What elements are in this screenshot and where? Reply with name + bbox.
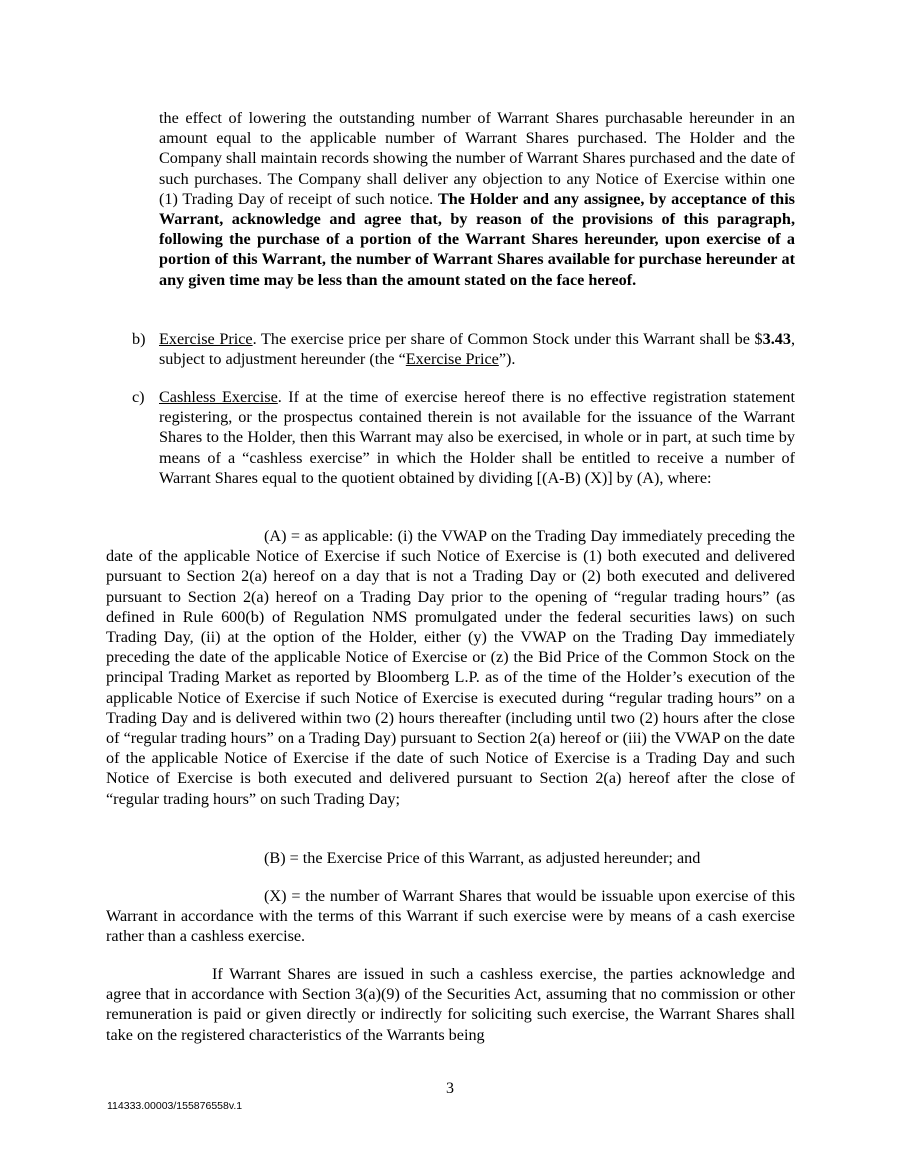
section-b-text-2: , subject to adjustment hereunder (the “ [159, 330, 795, 369]
section-b-text-3: ”). [498, 350, 516, 369]
page-number: 3 [446, 1080, 454, 1097]
definition-x-text: = the number of Warrant Shares that would be issuable upon exercise of this Warrant in accordance with the terms of this Warrant if such exercise were by means of a cash exercise rather than a cashless exercise. [106, 887, 795, 946]
continuation-paragraph [159, 108, 795, 290]
section-b-heading: Exercise Price [159, 330, 253, 348]
definition-a-paragraph [106, 526, 795, 809]
exercise-price-defined-term: Exercise Price [405, 350, 499, 369]
definition-x-tag: (X) [264, 887, 287, 905]
section-c-heading: Cashless Exercise [159, 388, 278, 406]
section-b-text-1: . The exercise price per share of Common Stock under this Warrant shall be $ [252, 330, 763, 348]
section-c-text: . If at the time of exercise hereof there is no effective registration statement registering, or the prospectus contained therein is not available for the issuance of the Warrant Shares to the Holder, then this Warrant may also be exercised, in whole or in part, at such time by means of a “cashless exercise” in which the Holder shall be entitled to receive a number of Warrant Shares equal to the quotient obtained by dividing [(A-B) (X)] by (A), where: [159, 388, 795, 487]
definition-b-tag: (B) [264, 849, 286, 867]
document-id: 114333.00003/155876558v.1 [107, 1100, 243, 1112]
definition-b-paragraph [106, 848, 795, 868]
section-b-exercise-price [159, 329, 795, 369]
definition-b-text: = the Exercise Price of this Warrant, as adjusted hereunder; and [285, 849, 701, 867]
acknowledgement-bold-text: The Holder and any assignee, by acceptance of this Warrant, acknowledge and agree that, by reason of the provisions of this paragraph, following the purchase of a portion of the Warrant Shares hereunder, upon exercise of a portion of this Warrant, the number of Warrant Shares available for purchase hereunder at any given time may be less than the amount stated on the face hereof. [159, 189, 795, 289]
closing-paragraph: If Warrant Shares are issued in such a cashless exercise, the parties acknowledge and agree that in accordance with Section 3(a)(9) of the Securities Act, assuming that no commission or other remuneration is paid or given directly or indirectly for soliciting such exercise, the Warrant Shares shall take on the registered characteristics of the Warrants being [106, 965, 795, 1044]
section-b-label: b) [132, 330, 146, 348]
definition-a-tag: (A) [264, 527, 287, 545]
definition-a-text: = as applicable: (i) the VWAP on the Trading Day immediately preceding the date of the applicable Notice of Exercise if such Notice of Exercise is (1) both executed and delivered pursuant to Section 2(a) hereof on a day that is not a Trading Day or (2) both executed and delivered pursuant to Section 2(a) hereof on a Trading Day prior to the opening of “regular trading hours” (as defined in Rule 600(b) of Regulation NMS promulgated under the federal securities laws) on such Trading Day, (ii) at the option of the Holder, either (y) the VWAP on the Trading Day immediately preceding the date of the applicable Notice of Exercise or (z) the Bid Price of the Common Stock on the principal Trading Market as reported by Bloomberg L.P. as of the time of the Holder’s execution of the applicable Notice of Exercise if such Notice of Exercise is executed during “regular trading hours” on a Trading Day and is delivered within two (2) hours thereafter (including until two (2) hours after the close of “regular trading hours” on a Trading Day) pursuant to Section 2(a) hereof or (iii) the VWAP on the date of the applicable Notice of Exercise if the date of such Notice of Exercise is a Trading Day and such Notice of Exercise is both executed and delivered pursuant to Section 2(a) hereof after the close of “regular trading hours” on such Trading Day; [106, 527, 795, 808]
definition-x-paragraph [106, 886, 795, 947]
exercise-price-value: 3.43 [762, 330, 791, 348]
continuation-text: the effect of lowering the outstanding number of Warrant Shares purchasable hereunder in an amount equal to the applicable number of Warrant Shares purchased. The Holder and the Company shall maintain records showing the number of Warrant Shares purchased and the date of such purchases. The Company shall deliver any objection to any Notice of Exercise within one (1) Trading Day of receipt of such notice. [159, 109, 795, 208]
section-c-cashless-exercise [159, 387, 795, 488]
section-c-label: c) [132, 388, 145, 406]
